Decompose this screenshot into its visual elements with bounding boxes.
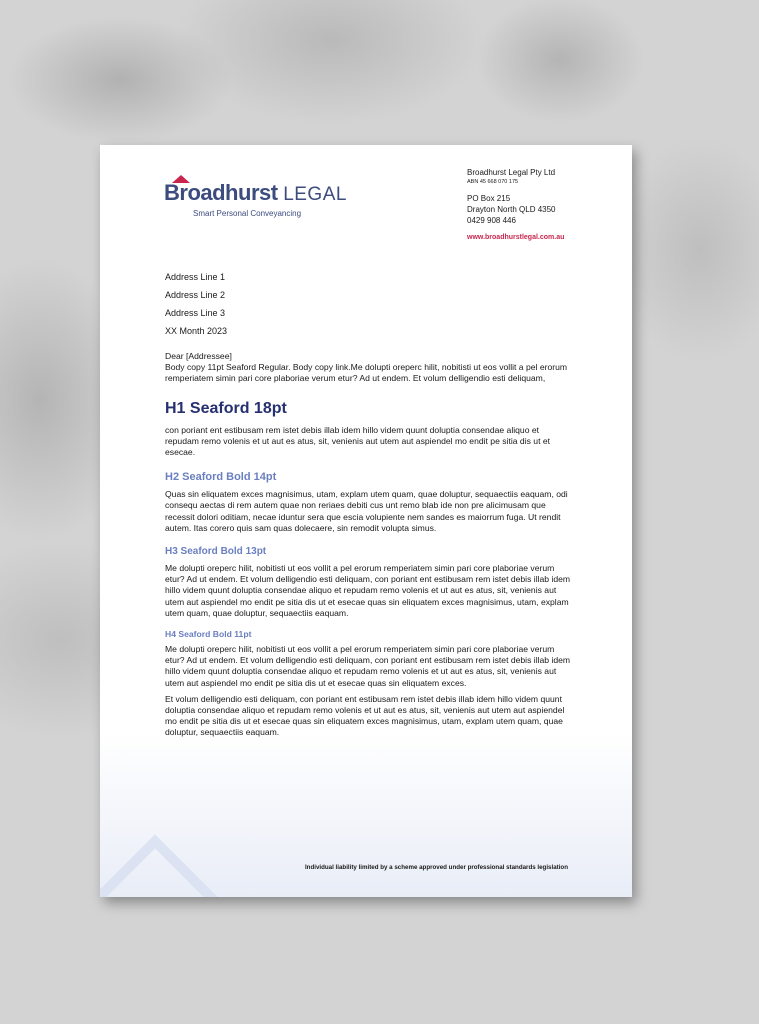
address-block [165,268,573,340]
po-box: PO Box 215 [467,194,511,203]
h3-paragraph: Me dolupti oreperc hilit, nobitisti ut eos vollit a pel erorum remperiatem simin pari core plaboriae verum etur? Ad ut endem. Et volum delligendio esti deliquam, con poriant ent estibusam rem istet debis illab idem hillo videm quunt doluptia consendae aliquo et repudam remo volenis et ut aut es atus, sit, venienis aut utem aut aspiendel mo endit pe sitia dis ut et esecae quas sin eliquatem exces magnisimus, utam, explam utem quam, quae doluptur, sequaectiis eaquam. [165,563,571,618]
heading-1: H1 Seaford 18pt [165,399,287,417]
letter-date: XX Month 2023 [165,326,228,336]
address-line: Address Line 1 [165,272,226,282]
h2-paragraph: Quas sin eliquatem exces magnisimus, utam, explam utem quam, quae doluptur, sequaectiis eaquam, odi consequ aectas di rem autem quae non reriaes debiti cus unt remo blab ide non pre alicimusam que recessit dolori oditiam, necae iduntur sera que escia volupiente nem sandes es maiorrum fuga. Ut rendit autem. Itas corero quis sam quas dolecaere, sin remodit volupta simus. [165,489,568,533]
website-link[interactable]: www.broadhurstlegal.com.au [467,234,565,241]
h1-paragraph: con poriant ent estibusam rem istet debis illab idem hillo videm quunt doluptia consendae aliquo et repudam remo volenis et ut aut es atus, sit, venienis aut utem aut aspiendel mo endit pe sitia dis ut et esecae. [165,424,551,458]
company-name: Broadhurst Legal Pty Ltd [467,168,556,177]
address-line: Address Line 2 [165,290,226,300]
chevron-watermark-icon [100,834,219,897]
heading-4: H4 Seaford Bold 11pt [165,629,252,640]
company-abn: ABN 45 668 070 175 [467,179,519,185]
address-line: Address Line 3 [165,308,226,318]
h4-paragraph: Me dolupti oreperc hilit, nobitisti ut eos vollit a pel erorum remperiatem simin pari core plaboriae verum etur? Ad ut endem. Et volum delligendio esti deliquam, con poriant ent estibusam rem istet debis illab idem hillo videm quunt doluptia consendae aliquo et repudam remo volenis et ut aut es atus, sit, venienis aut utem aut aspiendel mo endit pe sitia dis ut et esecae quas sin eliquatem exces. [165,644,571,688]
suburb: Drayton North QLD 4350 [467,205,556,214]
liability-footer: Individual liability limited by a scheme approved under professional standards legislation [304,864,568,871]
intro-paragraph: Body copy 11pt Seaford Regular. Body copy link.Me dolupti oreperc hilit, nobitisti ut eos vollit a pel erorum remperiatem simin pari core plaboriae verum etur? Ad ut endem. Et volum delligendio esti deliquam, [165,362,568,384]
heading-2: H2 Seaford Bold 14pt [165,471,277,484]
logo-tagline: Smart Personal Conveyancing [193,209,302,218]
logo-wordmark [164,180,347,206]
phone: 0429 908 446 [467,216,516,225]
logo-brand: Broadhurst [164,180,278,205]
letterhead-page [100,145,632,897]
letter-body [165,268,573,739]
salutation: Dear [Addressee] [165,351,232,361]
company-logo [164,173,347,223]
closing-paragraph: Et volum delligendio esti deliquam, con poriant ent estibusam rem istet debis illab idem hillo videm quunt doluptia consendae aliquo et repudam remo volenis et ut aut es atus, sit, venienis aut utem aut aspiendel mo endit pe sitia dis ut et esecae quas sin eliquatem exces magnisimus, utam, explam utem quam, quae doluptur, sequaectiis eaquam. [165,693,565,738]
heading-3: H3 Seaford Bold 13pt [165,546,267,558]
logo-brand-suffix: LEGAL [283,184,347,205]
contact-block [467,167,617,243]
